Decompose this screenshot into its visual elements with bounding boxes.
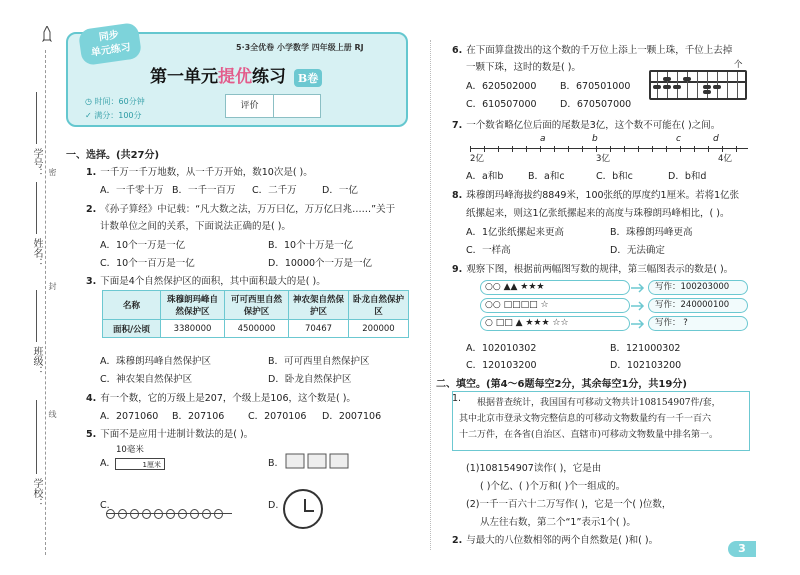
title-prefix: 第一单元 (150, 67, 218, 87)
option-d[interactable]: D．无法确定 (610, 245, 665, 256)
pattern-row: ○○ ▲▲ ★★★ (480, 280, 630, 295)
option-c[interactable]: C．神农架自然保护区 (100, 374, 193, 385)
series-info: 5·3全优卷 小学数学 四年级上册 RJ (236, 43, 364, 52)
tick (512, 146, 513, 152)
question-8-line2: 纸摞起来，则这1亿张纸摞起来的高度与珠穆朗玛峰相比，( )。 (466, 208, 730, 219)
option-d[interactable]: D．卧龙自然保护区 (268, 374, 352, 385)
option-b[interactable]: B．a和c (528, 171, 565, 182)
counting-beads (106, 505, 232, 523)
fill-blank-line[interactable]: (1)108154907读作( )，它是由 (466, 463, 602, 474)
table-header-row (103, 291, 409, 320)
abacus-bead (713, 85, 721, 89)
ruler-text: 1厘米 (142, 461, 161, 469)
option-a[interactable]: A．102010302 (466, 343, 537, 354)
option-d[interactable]: D．2007106 (322, 411, 382, 422)
option-d[interactable]: D．670507000 (560, 99, 632, 110)
point-label: c (676, 134, 681, 144)
option-a[interactable]: A．2071060 (100, 411, 159, 422)
title-suffix: 练习 (252, 67, 286, 87)
abacus-ones-label: 个 (734, 60, 743, 70)
option-c[interactable]: C．b和c (596, 171, 633, 182)
bead-icon (118, 509, 127, 519)
option-b[interactable]: B．121000302 (610, 343, 681, 354)
question-text: 观察下图，根据前两幅图写数的规律，第三幅图表示的数是( )。 (466, 264, 734, 275)
student-id-label: 学号： (31, 148, 42, 178)
row-label: 面积/公顷 (103, 320, 161, 338)
time-info (85, 96, 145, 107)
tick (736, 146, 737, 152)
binding-margin (0, 0, 58, 575)
abacus-image (649, 70, 747, 100)
clock-icon: ◷ (85, 97, 95, 106)
option-b[interactable]: B．10个十万是一亿 (268, 240, 354, 251)
tick (568, 146, 569, 152)
page-number: 3 (728, 541, 756, 557)
ruler-image (115, 458, 165, 470)
check-icon: ✓ (85, 111, 95, 120)
abacus-beam (651, 81, 745, 83)
question-2-line2: 计数单位之间的关系，下面说法正确的是( )。 (100, 221, 291, 232)
grade-field[interactable] (274, 95, 320, 117)
option-a[interactable]: A．一千零十万 (100, 185, 164, 196)
school-label: 学校： (31, 478, 42, 508)
time-text: 时间：60分钟 (94, 97, 145, 106)
question-text: 一个数省略亿位后面的尾数是3亿，这个数不可能在( )之间。 (466, 120, 721, 131)
table-header: 可可西里自然保护区 (225, 291, 289, 320)
tick (708, 146, 709, 152)
fill-blank-line[interactable]: 从左往右数，第二个“1”表示1个( )。 (480, 517, 636, 528)
name-label: 姓名： (31, 238, 42, 268)
question-7 (452, 117, 720, 131)
abacus-bead (703, 90, 711, 94)
coins-icon (284, 450, 354, 474)
fold-dashed-line (45, 50, 46, 555)
option-c[interactable]: C．2070106 (248, 411, 307, 422)
pattern-result: 写作：100203000 (648, 280, 748, 295)
bead-icon (178, 509, 187, 519)
option-b[interactable]: B．珠穆朗玛峰更高 (610, 227, 693, 238)
option-d[interactable]: D．一亿 (322, 185, 358, 196)
tick (638, 146, 639, 152)
bead-icon (154, 509, 163, 519)
reserve-area-table (102, 290, 409, 338)
option-a[interactable]: A. (100, 458, 110, 469)
option-c[interactable]: C．10个一百万是一亿 (100, 258, 195, 269)
option-a[interactable]: A．a和b (466, 171, 504, 182)
score-info (85, 110, 142, 121)
abacus-bead (673, 85, 681, 89)
tick (652, 146, 653, 152)
question-text: 《孙子算经》中记载：“凡大数之法，万万曰亿，万万亿曰兆……”关于 (100, 204, 396, 215)
seal-note: 密 (48, 168, 57, 176)
passage-line: 其中北京市登录文物完整信息的可移动文物数量约有一千一百六 (459, 414, 712, 424)
question-number: 1. (86, 167, 97, 178)
tick (666, 146, 667, 152)
number-line (470, 148, 748, 149)
tick (694, 146, 695, 152)
question-text: 一千万一千万地数，从一千万开始，数10次是( )。 (100, 167, 313, 178)
seal-note: 封 (48, 282, 57, 290)
abacus-rod (697, 72, 698, 98)
question-number: 3. (86, 276, 97, 287)
abacus-rod (727, 72, 728, 98)
number-line-label: 2亿 (470, 154, 484, 164)
question-2 (86, 201, 395, 215)
option-d[interactable]: D. (268, 500, 279, 511)
question-3 (86, 273, 326, 287)
option-d[interactable]: D．b和d (668, 171, 707, 182)
question-number: 7. (452, 120, 463, 131)
question-number: 1. (452, 393, 462, 404)
option-b[interactable]: B．一千一百万 (172, 185, 236, 196)
question-6-line2: 一颗下珠，这时的数是( )。 (466, 62, 581, 73)
abacus-rod (687, 72, 688, 98)
question-2-fill (452, 532, 658, 546)
option-a[interactable]: A．10个一万是一亿 (100, 240, 186, 251)
question-number: 2. (86, 204, 97, 215)
option-b[interactable]: B．670501000 (560, 81, 631, 92)
name-field[interactable] (36, 182, 37, 234)
option-a[interactable]: A．620502000 (466, 81, 537, 92)
fill-blank-line[interactable]: ( )个亿、( )个万和( )个一组成的。 (480, 481, 626, 492)
passage-line: 根据普查统计，我国国有可移动文物共计108154907件/套， (477, 398, 721, 408)
option-b[interactable]: B. (268, 458, 278, 469)
badge-line: 单元练习 (90, 42, 132, 59)
option-d[interactable]: D．102103200 (610, 360, 682, 371)
student-id-field[interactable] (36, 92, 37, 144)
question-number: 9. (452, 264, 463, 275)
option-b[interactable]: B．207106 (172, 411, 225, 422)
ruler-label: 10毫米 (116, 445, 144, 455)
number-line-label: 3亿 (596, 154, 610, 164)
bead-icon (106, 509, 115, 519)
point-label: b (592, 134, 598, 144)
badge-line: 同步 (98, 29, 120, 44)
level-badge: B卷 (294, 69, 322, 87)
abacus-bead (703, 85, 711, 89)
option-b[interactable]: B．可可西里自然保护区 (268, 356, 370, 367)
grade-box (225, 94, 321, 118)
clock-icon (283, 489, 323, 529)
abacus-bead (653, 85, 661, 89)
abacus-bead (663, 85, 671, 89)
question-8 (452, 187, 739, 201)
tick (484, 146, 485, 152)
question-5 (86, 426, 253, 440)
score-text: 满分：100分 (94, 111, 142, 120)
option-c[interactable]: C. (100, 500, 110, 511)
tick (624, 146, 625, 152)
pattern-result: 写作： ? (648, 316, 748, 331)
option-c[interactable]: C．120103200 (466, 360, 537, 371)
pattern-row: ○ □□ ▲ ★★★ ☆☆ (480, 316, 630, 331)
arrow-icon (631, 282, 647, 332)
table-cell: 4500000 (225, 320, 289, 338)
clock-minute-hand (304, 510, 314, 512)
question-text: 有一个数，它的万级上是207，个级上是106，这个数是( )。 (100, 393, 356, 404)
option-a[interactable]: A．珠穆朗玛峰自然保护区 (100, 356, 211, 367)
table-header: 名称 (103, 291, 161, 320)
question-text: 在下面算盘拨出的这个数的千万位上添上一颗上珠，千位上去掉 (466, 45, 733, 56)
option-a[interactable]: A．1亿张纸摞起来更高 (466, 227, 565, 238)
fill-blank-line[interactable]: (2)一千一百六十二万写作( )，它是一个( )位数， (466, 499, 672, 510)
tick (554, 146, 555, 152)
question-1 (86, 164, 313, 178)
question-4 (86, 390, 356, 404)
abacus-bead (683, 77, 691, 81)
number-line-label: 4亿 (718, 154, 732, 164)
question-text[interactable]: 与最大的八位数相邻的两个自然数是( )和( )。 (466, 535, 659, 546)
question-number: 4. (86, 393, 97, 404)
bead-icon (130, 509, 139, 519)
question-text: 下面是4个自然保护区的面积，其中面积最大的是( )。 (100, 276, 326, 287)
question-text: 珠穆朗玛峰海拔约8849米，100张纸的厚度约1厘米。若将1亿张 (466, 190, 740, 201)
abacus-bead (663, 77, 671, 81)
question-number: 6. (452, 45, 463, 56)
class-field[interactable] (36, 290, 37, 342)
bead-icon (202, 509, 211, 519)
table-cell: 3380000 (161, 320, 225, 338)
column-divider (430, 40, 431, 550)
option-c[interactable]: C．二千万 (252, 185, 297, 196)
pattern-result: 写作：240000100 (648, 298, 748, 313)
option-c[interactable]: C．一样高 (466, 245, 511, 256)
question-number: 2. (452, 535, 463, 546)
option-d[interactable]: D．10000个一万是一亿 (268, 258, 373, 269)
question-number: 5. (86, 429, 97, 440)
rocket-icon (42, 26, 52, 44)
table-cell: 70467 (289, 320, 349, 338)
bead-icon (166, 509, 175, 519)
table-header: 神农架自然保护区 (289, 291, 349, 320)
grade-label: 评价 (226, 95, 274, 117)
bead-icon (142, 509, 151, 519)
tick (610, 146, 611, 152)
tick (540, 146, 541, 152)
tick (498, 146, 499, 152)
tick (526, 146, 527, 152)
section-title: 二、填空。(第4～6题每空2分，其余每空1分，共19分) (436, 379, 687, 390)
class-label: 班级： (31, 346, 42, 376)
section-title: 一、选择。(共27分) (66, 150, 160, 161)
school-field[interactable] (36, 400, 37, 474)
point-label: a (540, 134, 546, 144)
question-9 (452, 261, 733, 275)
bead-icon (214, 509, 223, 519)
question-text: 下面不是应用十进制计数法的是( )。 (100, 429, 254, 440)
question-number: 8. (452, 190, 463, 201)
table-cell: 200000 (349, 320, 409, 338)
pattern-row: ○○ □□□□ ☆ (480, 298, 630, 313)
passage-line: 十二万件，在各省(自治区、直辖市)可移动文物数量中排名第一。 (459, 430, 719, 440)
table-header: 卧龙自然保护区 (349, 291, 409, 320)
point-label: d (713, 134, 719, 144)
table-row (103, 320, 409, 338)
abacus-rod (737, 72, 738, 98)
seal-note: 线 (48, 410, 57, 418)
bead-icon (190, 509, 199, 519)
reading-passage (452, 391, 750, 451)
option-c[interactable]: C．610507000 (466, 99, 537, 110)
table-header: 珠穆朗玛峰自然保护区 (161, 291, 225, 320)
title-highlight: 提优 (218, 67, 252, 87)
tick (582, 146, 583, 152)
tick (680, 146, 681, 152)
question-6 (452, 42, 732, 56)
page-title (150, 62, 322, 87)
